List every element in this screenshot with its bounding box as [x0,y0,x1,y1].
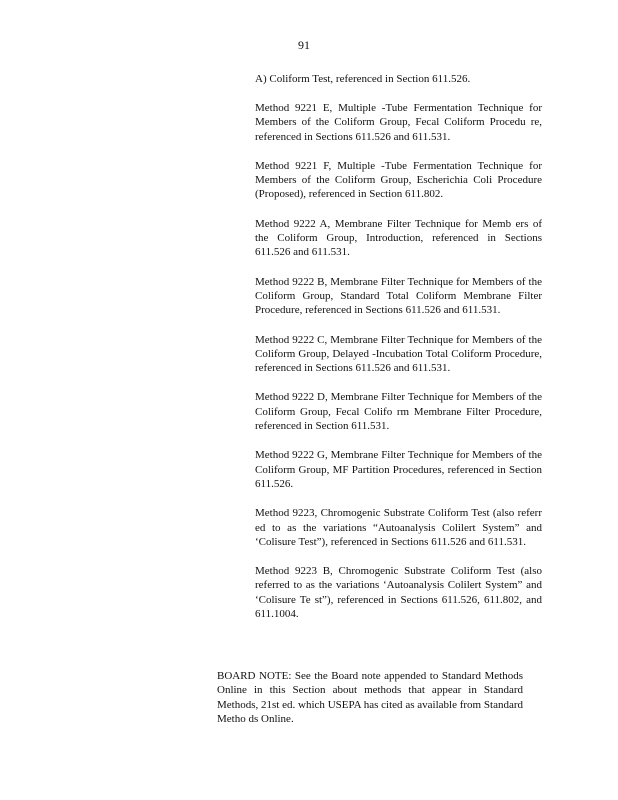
method-entry: Method 9222 C, Membrane Filter Technique for Members of the Coliform Group, Delayed -Incubation Total Coliform Procedure, referenced in Sections 611.526 and 611.531. [255,333,542,375]
method-entry: Method 9223 B, Chromogenic Substrate Coliform Test (also referred to as the variations ‘Autoanalysis Colilert System” and ‘Colisure Te st”), referenced in Sections 611.526, 611.802, and 611.1004. [255,565,542,621]
method-list [255,72,542,636]
method-entry: Method 9222 G, Membrane Filter Technique for Members of the Coliform Group, MF Partition Procedures, referenced in Section 611.526. [255,449,542,490]
method-entry: Method 9222 D, Membrane Filter Technique for Members of the Coliform Group, Fecal Colifo rm Membrane Filter Procedure, referenced in Section 611.531. [255,391,542,433]
method-entry: Method 9221 E, Multiple -Tube Fermentation Technique for Members of the Coliform Group, Fecal Coliform Procedu re, referenced in Sections 611.526 and 611.531. [255,102,542,143]
method-entry: Method 9222 A, Membrane Filter Technique for Memb ers of the Coliform Group, Introduction, referenced in Sections 611.526 and 611.531. [255,217,542,259]
method-entry: Method 9222 B, Membrane Filter Technique for Members of the Coliform Group, Standard Total Coliform Membrane Filter Procedure, referenced in Sections 611.526 and 611.531. [255,275,542,317]
method-entry: Method 9221 F, Multiple -Tube Fermentation Technique for Members of the Coliform Group, Escherichia Coli Procedure (Proposed), referenced in Section 611.802. [255,159,542,201]
section-heading: A) Coliform Test, referenced in Section 611.526. [255,73,471,85]
page-number: 91 [298,38,310,52]
board-note: BOARD NOTE: See the Board note appended to Standard Methods Online in this Section about methods that appear in Standard Methods, 21st ed. which USEPA has cited as available from Standard Metho ds Online. [217,670,523,725]
method-entry: Method 9223, Chromogenic Substrate Coliform Test (also referr ed to as the variations “Autoanalysis Colilert System” and ‘Colisure Test”), referenced in Sections 611.526 and 611.531. [255,507,542,548]
